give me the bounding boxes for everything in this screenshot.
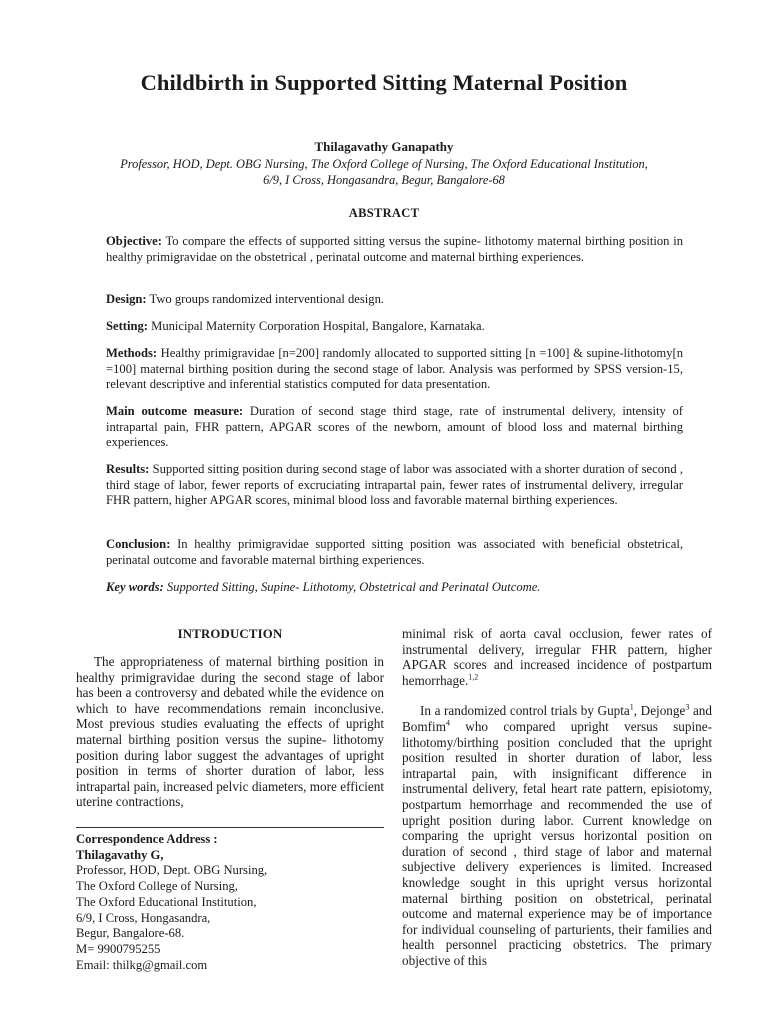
paragraph-text: and Bomfim [402,703,712,734]
citation-superscript: 1,2 [468,672,479,682]
correspondence-address [76,832,384,973]
paragraph-text: In a randomized control trials by Gupta [420,703,630,719]
abstract-heading: ABSTRACT [348,206,420,220]
abstract-results [106,462,683,509]
abstract-text: To compare the effects of supported sitting versus the supine- lithotomy maternal birthing position in healthy primigravidae on the obstetrical , perinatal outcome and maternal birthing experiences. [106,234,683,264]
abstract-label: Conclusion: [106,537,171,551]
abstract-label: Setting: [106,319,148,333]
citation-superscript: 1 [629,702,634,712]
correspondence-line: The Oxford Educational Institution, [76,894,257,909]
correspondence-label: Correspondence Address : [76,832,218,846]
correspondence-line: 6/9, I Cross, Hongasandra, [76,910,211,925]
affiliation-line: Professor, HOD, Dept. OBG Nursing, The Oxford College of Nursing, The Oxford Educational Institution, [120,157,648,171]
affiliation-line: 6/9, I Cross, Hongasandra, Begur, Bangalore-68 [263,173,505,187]
paragraph-text: , Dejonge [633,703,686,719]
abstract-text: Supported sitting position during second stage of labor was associated with a shorter duration of second , third stage of labor, fewer reports of excruciating intrapartal pain, fewer rates of instrumental delivery, irregular FHR pattern, higher APGAR scores, minimal blood loss and favorable maternal birthing experiences. [106,462,683,508]
paper-title: Childbirth in Supported Sitting Maternal Position [140,70,628,95]
introduction-heading: INTRODUCTION [177,627,283,641]
citation-superscript: 4 [445,718,450,728]
correspondence-email: Email: thilkg@gmail.com [76,957,208,972]
abstract-text: Duration of second stage third stage, rate of instrumental delivery, intensity of intrapartal pain, FHR pattern, APGAR scores of the newborn, amount of blood loss and maternal birthing experiences. [106,404,683,450]
intro-paragraph-continued [402,626,712,688]
abstract-text: Municipal Maternity Corporation Hospital, Bangalore, Karnataka. [147,319,485,333]
abstract-label: Methods: [106,346,158,360]
abstract-methods [106,346,683,393]
correspondence-phone: M= 9900795255 [76,941,161,956]
abstract-setting [106,319,683,335]
abstract-label: Objective: [106,234,162,248]
left-column [76,654,384,810]
correspondence-line: Begur, Bangalore-68. [76,926,185,941]
abstract-text: Healthy primigravidae [n=200] randomly allocated to supported sitting [n =100] & supine-lithotomy[n =100] maternal birthing position during the second stage of labor. Analysis was performed by SPSS version-15, relevant descriptive and inferential statistics computed for data presentation. [106,346,683,392]
abstract-objective [106,234,683,265]
correspondence-line: Professor, HOD, Dept. OBG Nursing, [76,863,268,878]
correspondence-line: The Oxford College of Nursing, [76,879,238,894]
abstract-text: In healthy primigravidae supported sitting position was associated with beneficial obstetrical, perinatal outcome and favorable maternal birthing experiences. [106,537,683,567]
citation-superscript: 3 [685,702,690,712]
paragraph-text: who compared upright versus supine-lithotomy/birthing position concluded that the upright position resulted in shorter duration of labor, less intrapartal pain, with insignificant difference in instrumental delivery, fetal heart rate pattern, episiotomy, postpartum hemorrhage and recommended the use of upright position during labor. Current knowledge on comparing the upright versus horizontal position on duration of second , third stage of labor and maternal subjective delivery experiences is limited. Increased knowledge sought in this upright versus horizontal maternal birthing position on obstetrical, perinatal outcome and maternal experience may be of importance for individual counseling of parturients, their families and health personnel practicing obstetrics. The primary objective of this [402,718,712,968]
author-name: Thilagavathy Ganapathy [314,139,454,154]
intro-paragraph [402,703,712,968]
intro-paragraph: The appropriateness of maternal birthing position in healthy primigravidae during the second stage of labor has been a controversy and debated while the evidence on which to have recommendations remain inconclusive. Most previous studies evaluating the effects of upright maternal birthing position versus the supine- lithotomy position during labor suggest the advantages of upright position in terms of shorter duration of labor, less intrapartal pain, increased pelvic diameters, more efficient uterine contractions, [76,654,384,810]
keywords-label: Key words: [106,580,164,594]
abstract-label: Design: [106,292,147,306]
abstract-conclusion [106,537,683,568]
abstract-text: Two groups randomized interventional design. [146,292,385,306]
abstract-label: Results: [106,462,150,476]
abstract-label: Main outcome measure: [106,404,244,418]
abstract-outcome-measure [106,404,683,451]
keywords-text: Supported Sitting, Supine- Lithotomy, Obstetrical and Perinatal Outcome. [163,580,541,594]
abstract-design [106,292,683,308]
correspondence-name: Thilagavathy G, [76,847,164,862]
right-column [402,626,712,968]
author-affiliation [96,156,672,188]
correspondence-divider [76,827,384,828]
paragraph-text: minimal risk of aorta caval occlusion, fewer rates of instrumental delivery, irregular FHR pattern, higher APGAR scores and increased incidence of postpartum hemorrhage. [402,626,712,688]
keywords [106,580,683,596]
